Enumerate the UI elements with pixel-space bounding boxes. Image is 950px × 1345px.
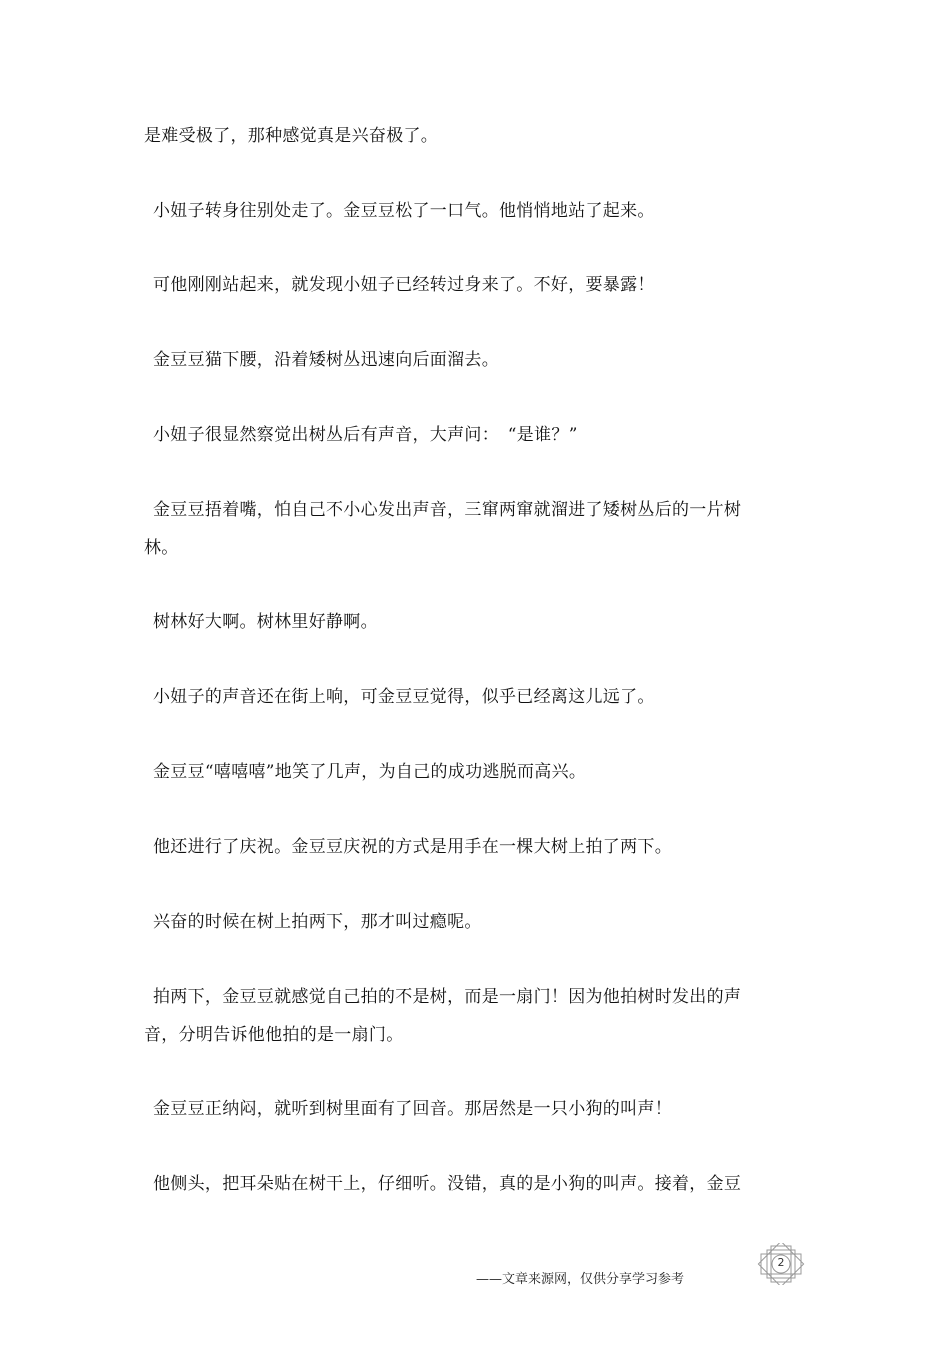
paragraph-7: 树林好大啊。树林里好静啊。 bbox=[153, 612, 378, 632]
paragraph-13: 金豆豆正纳闷，就听到树里面有了回音。那居然是一只小狗的叫声！ bbox=[153, 1099, 672, 1119]
page-number-badge bbox=[756, 1243, 806, 1285]
paragraph-2: 小妞子转身往别处走了。金豆豆松了一口气。他悄悄地站了起来。 bbox=[153, 201, 655, 221]
paragraph-14: 他侧头，把耳朵贴在树干上，仔细听。没错，真的是小狗的叫声。接着，金豆 bbox=[153, 1174, 742, 1194]
paragraph-4: 金豆豆猫下腰，沿着矮树丛迅速向后面溜去。 bbox=[153, 350, 499, 370]
page-number: 2 bbox=[777, 1256, 785, 1269]
paragraph-8: 小妞子的声音还在街上响，可金豆豆觉得，似乎已经离这儿远了。 bbox=[153, 687, 655, 707]
paragraph-11: 兴奋的时候在树上拍两下，那才叫过瘾呢。 bbox=[153, 912, 482, 932]
paragraph-5: 小妞子很显然察觉出树丛后有声音，大声问： “是谁？” bbox=[153, 425, 578, 445]
paragraph-9: 金豆豆“嘻嘻嘻”地笑了几声，为自己的成功逃脱而高兴。 bbox=[153, 762, 587, 782]
footer-source-note: ——文章来源网，仅供分享学习参考 bbox=[476, 1272, 685, 1287]
paragraph-3: 可他刚刚站起来，就发现小妞子已经转过身来了。不好，要暴露！ bbox=[153, 275, 655, 295]
paragraph-6: 金豆豆捂着嘴，怕自己不小心发出声音，三窜两窜就溜进了矮树丛后的一片树林。 bbox=[144, 500, 742, 558]
paragraph-1: 是难受极了，那种感觉真是兴奋极了。 bbox=[144, 126, 439, 146]
paragraph-10: 他还进行了庆祝。金豆豆庆祝的方式是用手在一棵大树上拍了两下。 bbox=[153, 837, 672, 857]
paragraph-12: 拍两下，金豆豆就感觉自己拍的不是树，而是一扇门！因为他拍树时发出的声音，分明告诉他他拍的是一扇门。 bbox=[144, 987, 742, 1045]
